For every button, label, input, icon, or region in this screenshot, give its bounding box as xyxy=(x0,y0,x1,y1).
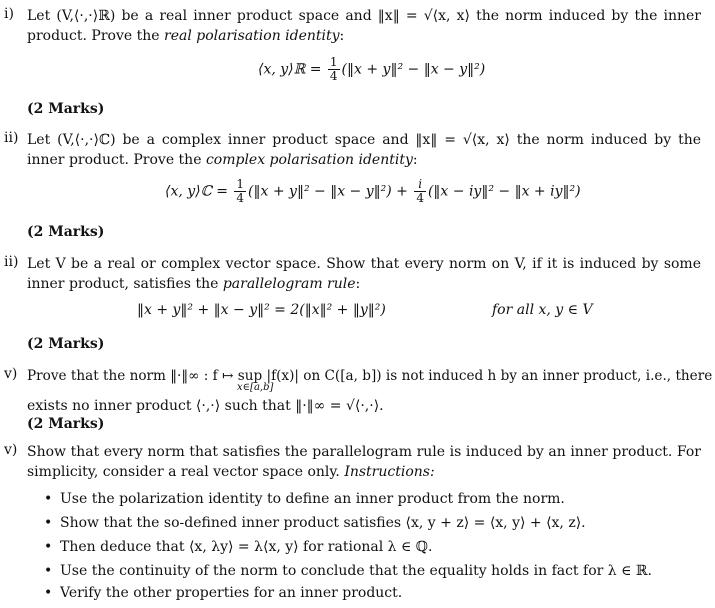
fraction: $\frac{1}{4}$ xyxy=(329,55,338,83)
marks: (2 Marks) xyxy=(27,224,105,240)
formula: ‖x + y‖² + ‖x − y‖² = 2(‖x‖² + ‖y‖²) xyxy=(137,302,386,318)
formula: ⟨x, y⟩ℂ = $\frac{1}{4}$ (‖x + y‖² − ‖x − y‖²) + $\frac{i}{4}$ (‖x − iy‖² − ‖x + iy‖²) xyxy=(165,177,581,205)
sup-subscript: x∈[a,b] xyxy=(237,382,274,393)
term: parallelogram rule xyxy=(222,276,356,292)
term: real polarisation identity xyxy=(164,28,340,44)
problem-text: Show that every norm that satisfies the parallelogram rule is induced by an inner product. For simplicity, consider a real vector space only. Instructions: xyxy=(27,444,701,480)
formula: ⟨x, y⟩ℝ = $\frac{1}{4}$ (‖x + y‖² − ‖x − y‖²) xyxy=(258,55,486,83)
problem-text: Let (V,⟨·,·⟩ℂ) be a complex inner product space and ‖x‖ = √⟨x, x⟩ the norm induced by the inner product. Prove the complex polarisation identity: xyxy=(27,132,701,168)
marks: (2 Marks) xyxy=(27,416,105,432)
fraction: $\frac{1}{4}$ xyxy=(236,177,245,205)
term: Instructions: xyxy=(344,464,435,480)
problem-number: ii) xyxy=(4,130,19,146)
problem-text-cont: exists no inner product ⟨·,·⟩ such that ‖·‖∞ = √⟨·,·⟩. xyxy=(27,398,384,414)
problem-sheet: i) Let (V,⟨·,·⟩ℝ) be a real inner product space and ‖x‖ = √⟨x, x⟩ the norm induced by the inner product. Prove the real polarisation identity: ⟨x, y⟩ℝ = $\frac{1}{4}$ (‖x + y‖² − ‖x − y‖²) (2 Marks) ii) Let (V,⟨·,·⟩ℂ) be a complex inner product space and ‖x‖ = √⟨x, x⟩ the norm induced by the inner product. Prove the complex polarisation identity: ⟨x, y⟩ℂ = $\frac{1}{4}$ (‖x + y‖² − ‖x − y‖²) + $\frac{i}{4}$ (‖x − iy‖² − ‖x + iy‖²) (2 Marks) ii) Let V be a real or complex vector space. Show that every norm on V, if it is induced by some inner product, satisfies the parallelogram rule: ‖x + y‖² + ‖x − y‖² = 2(‖x‖² + ‖y‖²) for all x, y ∈ V (2 Marks) v) Prove that the norm ‖·‖∞ : f ↦ sup |f(x)| on C([a, b]) is not induced h by an inner product, i.e., there x∈[a,b] exists no inner product ⟨·,·⟩ such that ‖·‖∞ = √⟨·,·⟩. (2 Marks) v) Show that every norm that satisfies the parallelogram rule is induced by an inner product. For simplicity, consider a real vector space only. Instructions: Use the polarization identity to define an inner product from the norm. Show that the so-defined inner product satisfies ⟨x, y + z⟩ = ⟨x, y⟩ + ⟨x, z⟩. Then deduce that ⟨x, λy⟩ = λ⟨x, y⟩ for rational λ ∈ ℚ. Use the continuity of the norm to conclude that the equality holds in fact for λ ∈ ℝ. Verify the other properties for an inner product. xyxy=(4,6,713,601)
marks: (2 Marks) xyxy=(27,101,105,117)
problem-number: v) xyxy=(4,366,18,382)
marks: (2 Marks) xyxy=(27,336,105,352)
problem-number: i) xyxy=(4,6,14,22)
problem-text: Let (V,⟨·,·⟩ℝ) be a real inner product space and ‖x‖ = √⟨x, x⟩ the norm induced by the inner product. Prove the real polarisation identity: xyxy=(27,8,701,44)
problem-text: Let V be a real or complex vector space. Show that every norm on V, if it is induced by some inner product, satisfies the parallelogram rule: xyxy=(27,256,701,292)
formula-note: for all x, y ∈ V xyxy=(492,302,593,318)
problem-text: Prove that the norm ‖·‖∞ : f ↦ sup |f(x)| on C([a, b]) is not induced h by an inner product, i.e., there xyxy=(27,368,713,384)
problem-number: v) xyxy=(4,442,18,458)
fraction: $\frac{i}{4}$ xyxy=(416,177,424,205)
term: complex polarisation identity xyxy=(205,152,413,168)
problem-number: ii) xyxy=(4,254,19,270)
